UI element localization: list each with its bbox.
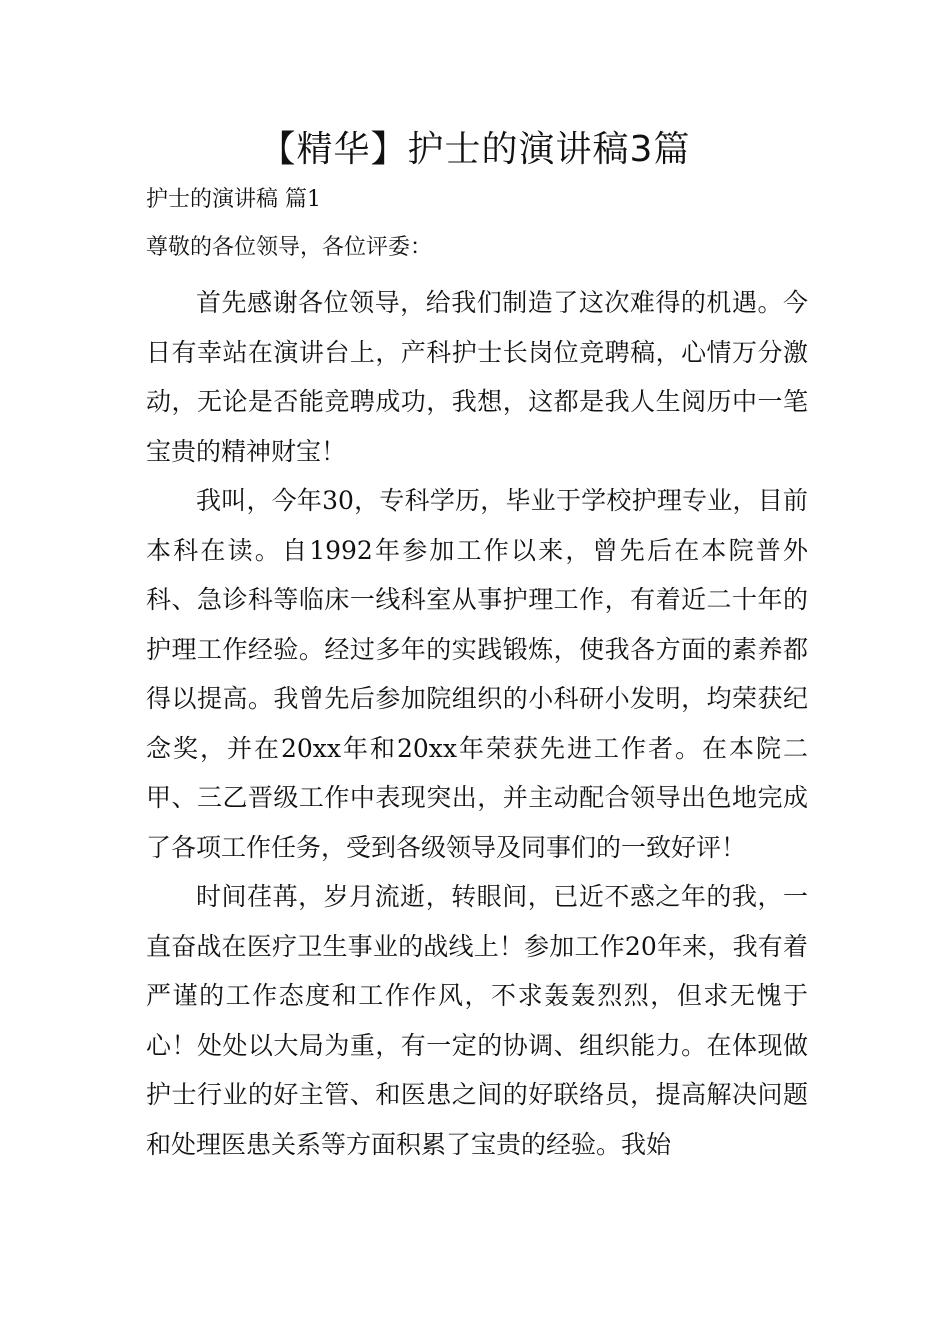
paragraph-1: 首先感谢各位领导，给我们制造了这次难得的机遇。今日有幸站在演讲台上，产科护士长岗位竞聘稿，心情万分激动，无论是否能竞聘成功，我想，这都是我人生阅历中一笔宝贵的精神财宝！ (146, 288, 808, 466)
salutation: 尊敬的各位领导，各位评委： (146, 235, 433, 260)
paragraph-2: 我叫，今年30，专科学历，毕业于学校护理专业，目前本科在读。自1992年参加工作以来，曾先后在本院普外科、急诊科等临床一线科室从事护理工作，有着近二十年的护理工作经验。经过多年的实践锻炼，使我各方面的素养都得以提高。我曾先后参加院组织的小科研小发明，均荣获纪念奖，并在20xx年和20xx年荣获先进工作者。在本院二甲、三乙晋级工作中表现突出，并主动配合领导出色地完成了各项工作任务，受到各级领导及同事们的一致好评！ (146, 486, 808, 862)
document-body (146, 278, 808, 1169)
document-title: 【精华】护士的演讲稿3篇 (259, 129, 691, 170)
paragraph-3: 时间荏苒，岁月流逝，转眼间，已近不惑之年的我，一直奋战在医疗卫生事业的战线上！参加工作20年来，我有着严谨的工作态度和工作作风，不求轰轰烈烈，但求无愧于心！处处以大局为重，有一定的协调、组织能力。在体现做护士行业的好主管、和医患之间的好联络员，提高解决问题和处理医患关系等方面积累了宝贵的经验。我始 (146, 882, 808, 1159)
section-heading: 护士的演讲稿 篇1 (146, 187, 321, 212)
